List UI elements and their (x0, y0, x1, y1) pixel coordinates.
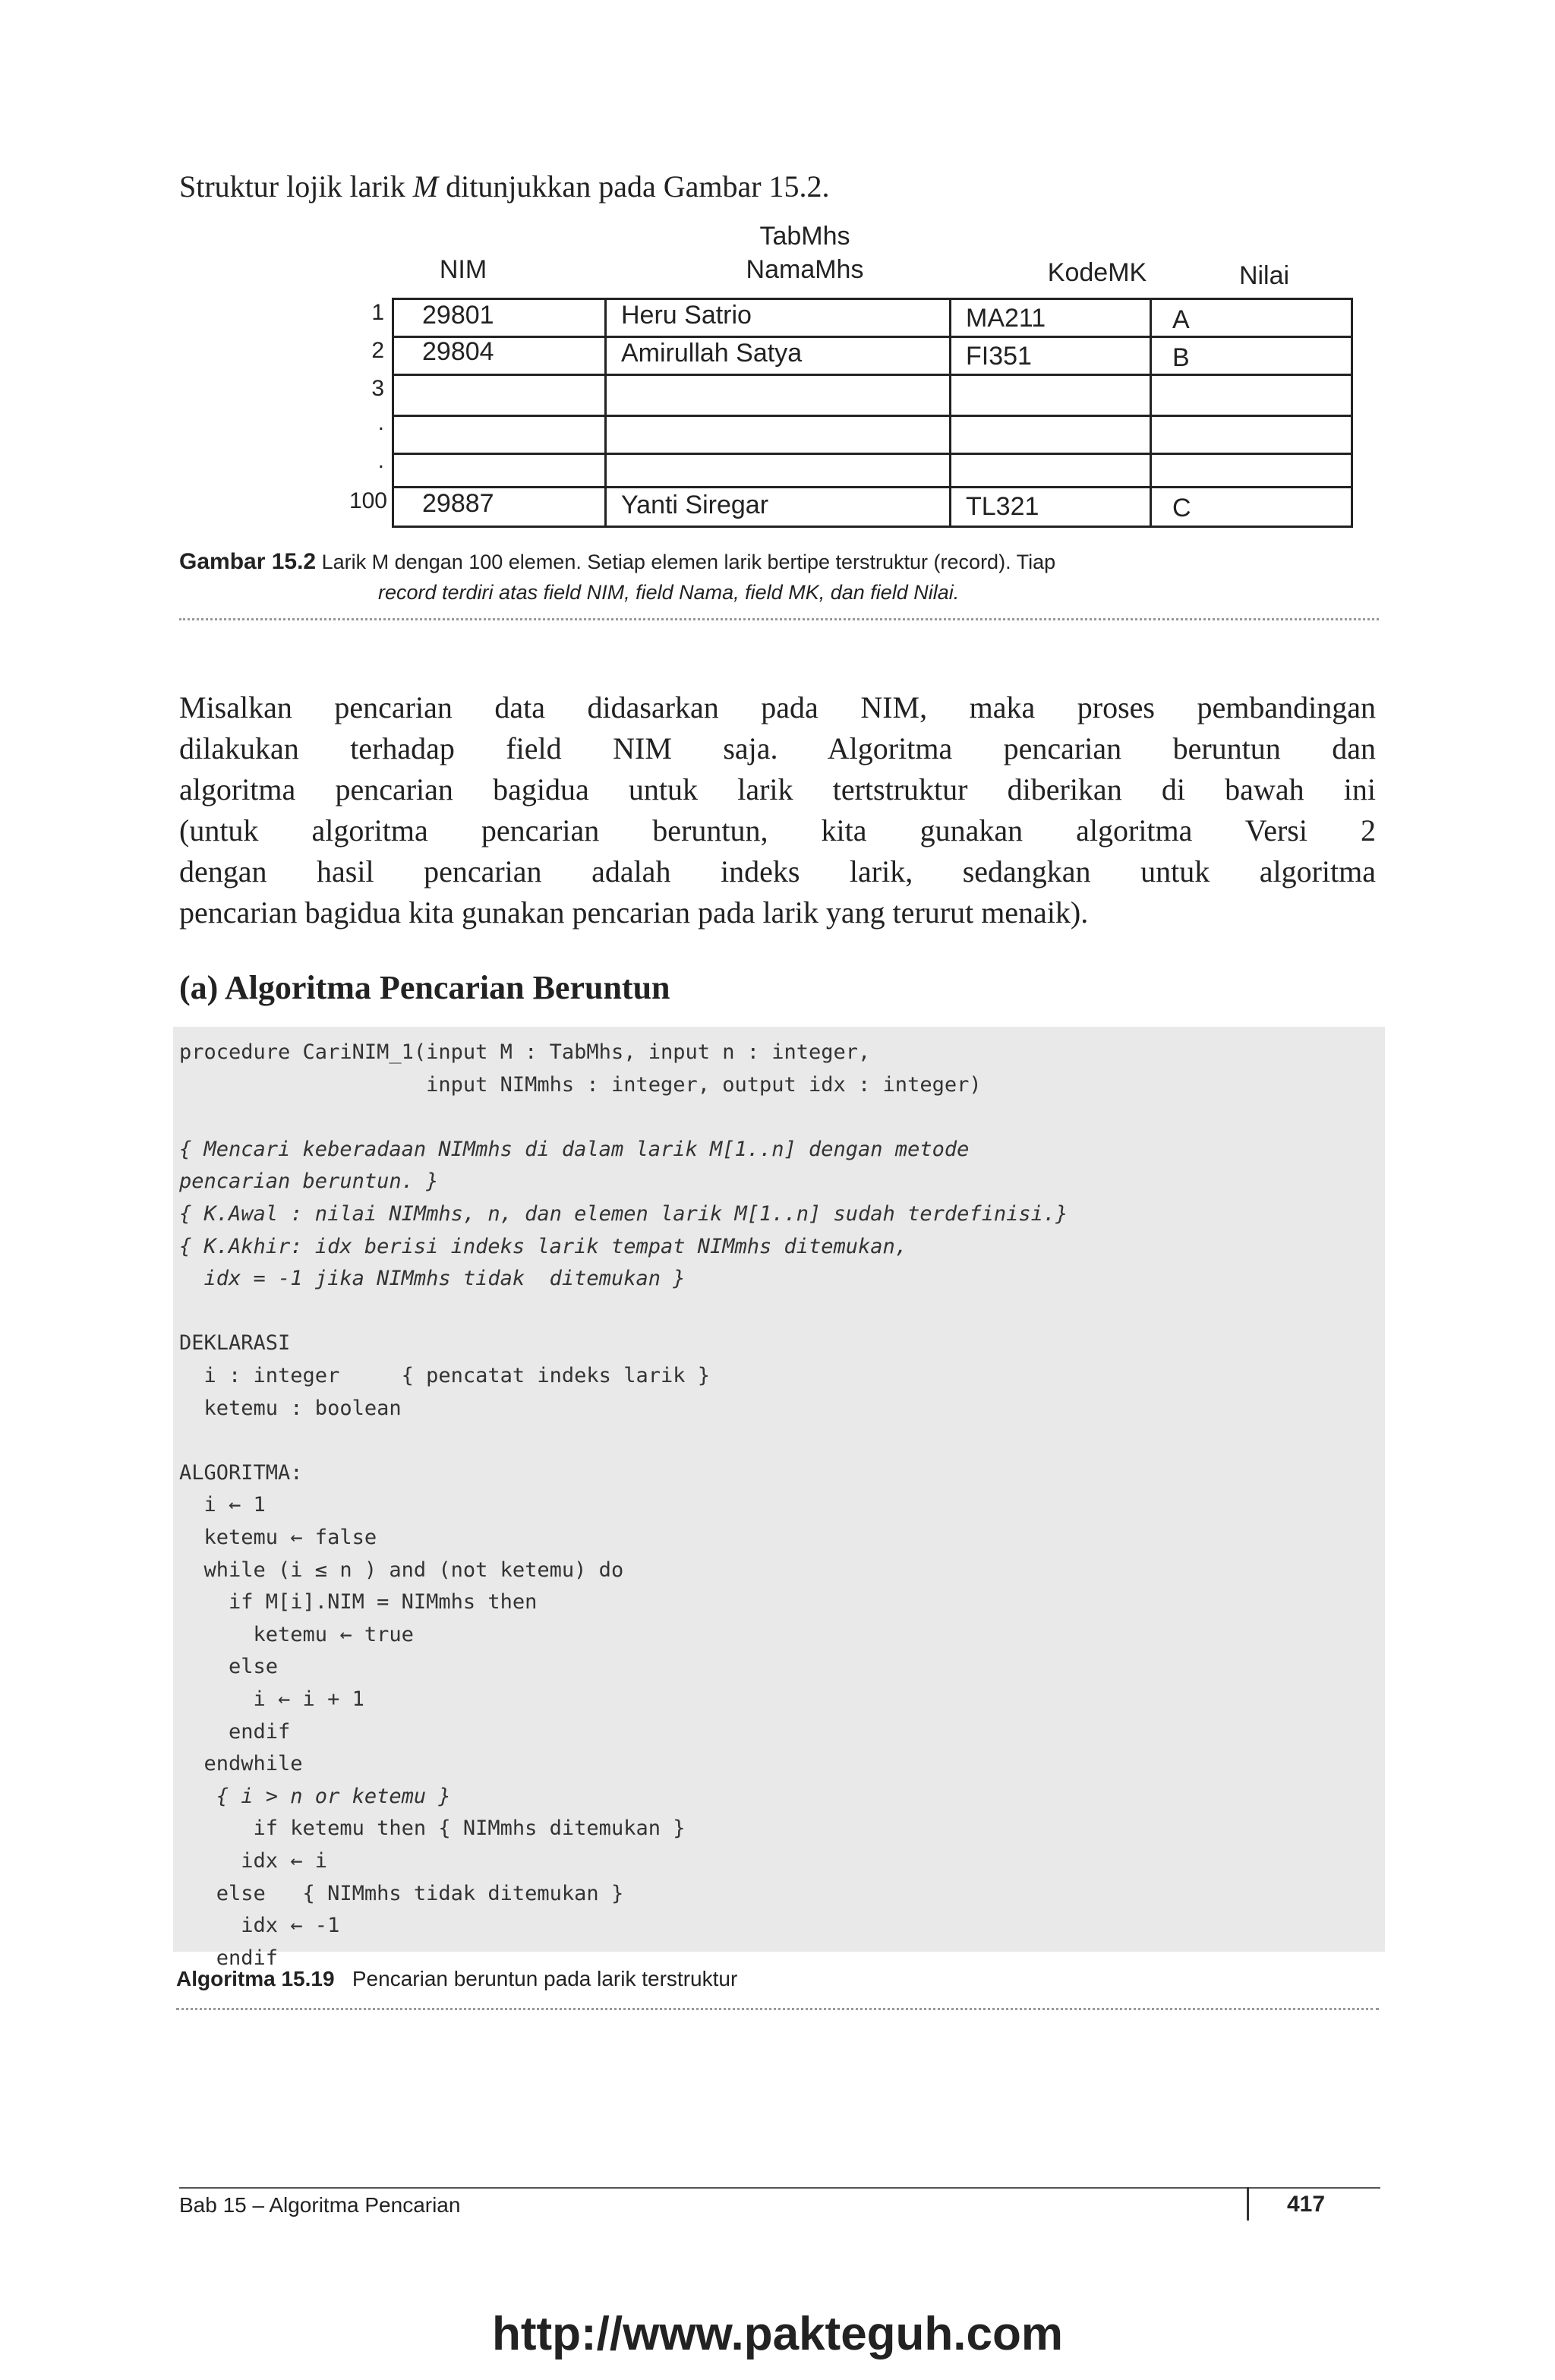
row-label: . (377, 410, 384, 435)
algorithm-caption (176, 1967, 737, 1991)
section-heading: (a) Algoritma Pencarian Beruntun (179, 969, 670, 1006)
paragraph-line: dilakukan terhadap field NIM saja. Algoritma pencarian beruntun dan (179, 731, 1376, 765)
grid-line (1150, 298, 1152, 528)
paragraph-line: pencarian bagidua kita gunakan pencarian pada larik yang terurut menaik). (179, 895, 1089, 930)
column-header-nim: NIM (439, 255, 487, 284)
table-cell: C (1172, 494, 1191, 522)
footer-rule (179, 2187, 1380, 2189)
code-line: endif (179, 1946, 279, 1970)
code-line: { K.Akhir: idx berisi indeks larik tempat NIMmhs ditemukan, (179, 1234, 908, 1258)
grid-line (392, 486, 1353, 488)
page-number: 417 (1287, 2192, 1326, 2217)
figure-caption-line2: record terdiri atas field NIM, field Nama, field MK, dan field Nilai. (378, 581, 960, 604)
table-cell: 29887 (422, 489, 494, 518)
grid-line (392, 336, 1353, 338)
column-header-kodemk: KodeMK (1047, 258, 1147, 287)
table-name: TabMhs (759, 222, 850, 251)
code-line: procedure CariNIM_1(input M : TabMhs, input n : integer, (179, 1040, 871, 1064)
grid-line (604, 298, 607, 528)
row-label: . (377, 448, 384, 473)
figure-caption-label: Gambar 15.2 (179, 549, 317, 574)
code-line: i ← 1 (179, 1493, 266, 1517)
table-cell: 29801 (422, 301, 494, 330)
algorithm-caption-label: Algoritma 15.19 (176, 1967, 335, 1990)
intro-text-post: ditunjukkan pada Gambar 15.2. (438, 169, 830, 204)
body-paragraph (179, 687, 1376, 933)
code-line: endwhile (179, 1752, 303, 1776)
grid-line (392, 298, 394, 528)
code-line: ketemu ← true (179, 1622, 414, 1646)
divider (179, 618, 1379, 620)
figure-caption (179, 547, 1379, 608)
grid-line (392, 526, 1353, 528)
row-label: 2 (371, 338, 384, 363)
code-line: { i > n or ketemu } (179, 1784, 451, 1808)
code-line: while (i ≤ n ) and (not ketemu) do (179, 1558, 624, 1582)
algorithm-caption-text: Pencarian beruntun pada larik terstruktur (352, 1967, 738, 1990)
code-line: ketemu : boolean (179, 1396, 402, 1420)
code-line: i ← i + 1 (179, 1687, 364, 1711)
grid-line (392, 374, 1353, 376)
code-line: input NIMmhs : integer, output idx : integer) (179, 1072, 982, 1097)
column-header-nilai: Nilai (1238, 261, 1290, 290)
code-line: else (179, 1655, 279, 1679)
code-line: if M[i].NIM = NIMmhs then (179, 1590, 538, 1615)
code-line: ketemu ← false (179, 1526, 377, 1549)
intro-var: M (412, 169, 439, 204)
table-cell: Heru Satrio (621, 301, 752, 330)
intro-text-pre: Struktur lojik larik (179, 169, 413, 204)
code-line: i : integer { pencatat indeks larik } (179, 1364, 710, 1387)
code-line: ALGORITMA: (179, 1460, 303, 1485)
grid-line (392, 453, 1353, 455)
paragraph-line: algoritma pencarian bagidua untuk larik tertstruktur diberikan di bawah ini (179, 772, 1376, 806)
code-line: if ketemu then { NIMmhs ditemukan } (179, 1817, 686, 1841)
grid-line (392, 415, 1353, 417)
table-cell: A (1172, 305, 1190, 334)
table-cell: FI351 (966, 342, 1032, 371)
paragraph-line: dengan hasil pencarian adalah indeks larik, sedangkan untuk algoritma (179, 854, 1376, 889)
code-line: idx ← i (179, 1849, 328, 1873)
intro-sentence (179, 169, 830, 204)
table-cell: 29804 (422, 337, 494, 366)
table-cell: Yanti Siregar (621, 491, 769, 519)
code-line: pencarian beruntun. } (179, 1169, 439, 1194)
code-listing (173, 1027, 1385, 1952)
code-line: idx ← -1 (179, 1914, 340, 1938)
code-line: else { NIMmhs tidak ditemukan } (179, 1881, 624, 1905)
table-cell: Amirullah Satya (621, 339, 803, 368)
table-cell: TL321 (966, 492, 1039, 521)
grid-line (1351, 298, 1353, 528)
paragraph-line: (untuk algoritma pencarian beruntun, kita gunakan algoritma Versi 2 (179, 813, 1376, 848)
code-line: { Mencari keberadaan NIMmhs di dalam larik M[1..n] dengan metode (179, 1137, 970, 1161)
paragraph-line: Misalkan pencarian data didasarkan pada NIM, maka proses pembandingan (179, 690, 1376, 724)
code-line: { K.Awal : nilai NIMmhs, n, dan elemen larik M[1..n] sudah terdefinisi.} (179, 1202, 1068, 1226)
row-label: 100 (349, 488, 387, 513)
code-line: DEKLARASI (179, 1331, 291, 1356)
divider (176, 2008, 1379, 2010)
footer-chapter: Bab 15 – Algoritma Pencarian (179, 2193, 461, 2217)
grid-line (392, 298, 1353, 300)
table-cell: MA211 (966, 304, 1046, 333)
row-label: 3 (371, 376, 384, 401)
code-line: endif (179, 1719, 291, 1744)
footer-separator (1247, 2187, 1249, 2221)
table-cell: B (1172, 343, 1190, 372)
website-url: http://www.pakteguh.com (491, 2308, 1064, 2360)
column-header-namamhs: NamaMhs (746, 255, 864, 284)
grid-line (949, 298, 951, 528)
code-line: idx = -1 jika NIMmhs tidak ditemukan } (179, 1267, 686, 1291)
row-label: 1 (371, 300, 384, 325)
figure-caption-line1: Larik M dengan 100 elemen. Setiap elemen larik bertipe terstruktur (record). Tiap (321, 551, 1056, 573)
